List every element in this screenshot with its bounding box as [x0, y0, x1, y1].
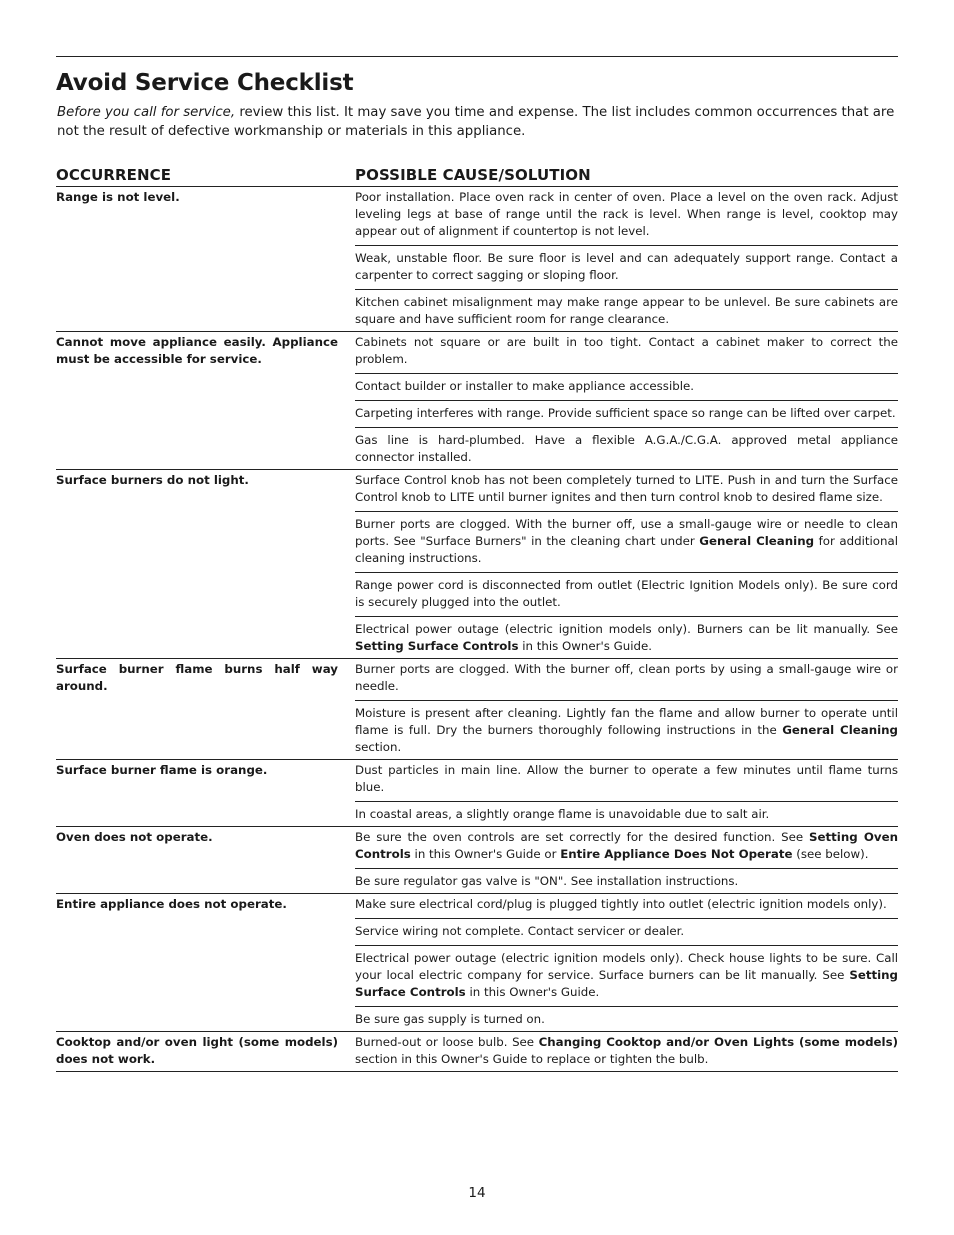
- solution-item: [355, 921, 898, 946]
- solution-text: Be sure gas supply is turned on.: [355, 1012, 545, 1026]
- solution-emphasis: General Cleaning: [782, 723, 898, 737]
- solution-text: Gas line is hard-plumbed. Have a flexible A.G.A./C.G.A. approved metal appliance connector installed.: [355, 433, 898, 464]
- solution-item: [355, 248, 898, 290]
- solution-text: Electrical power outage (electric ignition models only). Burners can be lit manually. See: [355, 622, 898, 636]
- occurrence-cell: Cooktop and/or oven light (some models) does not work.: [56, 1035, 338, 1066]
- solutions-cell: [355, 894, 898, 1031]
- solution-item: [355, 332, 898, 374]
- solutions-cell: [355, 760, 898, 826]
- solution-item: [355, 470, 898, 512]
- occurrence-cell: Surface burners do not light.: [56, 473, 249, 487]
- solution-text: section.: [355, 740, 402, 754]
- intro-paragraph: [57, 103, 899, 141]
- solution-item: [355, 804, 898, 826]
- solution-text: Dust particles in main line. Allow the burner to operate a few minutes until flame turns blue.: [355, 763, 898, 794]
- solution-text: Make sure electrical cord/plug is plugged tightly into outlet (electric ignition models only).: [355, 897, 887, 911]
- solution-emphasis: Setting Surface Controls: [355, 968, 898, 999]
- occurrence-cell: Surface burner flame burns half way around.: [56, 662, 338, 693]
- table-row: [56, 827, 898, 894]
- checklist-table: [56, 187, 898, 1072]
- table-row: [56, 470, 898, 659]
- solution-text: Contact builder or installer to make appliance accessible.: [355, 379, 694, 393]
- table-row: [56, 1032, 898, 1072]
- solution-item: [355, 575, 898, 617]
- solution-text: Burner ports are clogged. With the burner off, use a small-gauge wire or needle to clean ports. See "Surface Burners" in the cleaning chart under: [355, 517, 898, 548]
- solution-emphasis: Entire Appliance Does Not Operate: [560, 847, 793, 861]
- solutions-cell: [355, 1032, 898, 1071]
- solutions-cell: [355, 827, 898, 893]
- solution-emphasis: Changing Cooktop and/or Oven Lights (some models): [538, 1035, 898, 1049]
- solution-text: Weak, unstable floor. Be sure floor is level and can adequately support range. Contact a carpenter to correct sagging or sloping floor.: [355, 251, 898, 282]
- solution-text: Cabinets not square or are built in too tight. Contact a cabinet maker to correct the problem.: [355, 335, 898, 366]
- solution-text: Be sure regulator gas valve is "ON". See installation instructions.: [355, 874, 739, 888]
- table-row: [56, 187, 898, 332]
- solution-text: Be sure the oven controls are set correctly for the desired function. See: [355, 830, 809, 844]
- table-row: [56, 894, 898, 1032]
- solutions-cell: [355, 332, 898, 469]
- solution-text: Moisture is present after cleaning. Lightly fan the flame and allow burner to operate until flame is full. Dry the burners thoroughly following instructions in the: [355, 706, 898, 737]
- solution-text: in this Owner's Guide.: [518, 639, 653, 653]
- solution-text: for additional cleaning instructions.: [355, 534, 898, 565]
- solution-text: Burner ports are clogged. With the burner off, clean ports by using a small-gauge wire or needle.: [355, 662, 898, 693]
- solution-item: [355, 187, 898, 246]
- solution-text: Electrical power outage (electric ignition models only). Check house lights to be sure. Call your local electric company for service. Surface burners can be lit manually. See: [355, 951, 898, 982]
- solution-text: Carpeting interferes with range. Provide sufficient space so range can be lifted over carpet.: [355, 406, 896, 420]
- solution-text: in this Owner's Guide or: [410, 847, 561, 861]
- solution-text: Range power cord is disconnected from outlet (Electric Ignition Models only). Be sure cord is securely plugged into the outlet.: [355, 578, 898, 609]
- page-title: Avoid Service Checklist: [56, 70, 354, 96]
- occurrence-cell: Cannot move appliance easily. Appliance must be accessible for service.: [56, 335, 338, 366]
- solution-text: Poor installation. Place oven rack in center of oven. Place a level on the oven rack. Adjust leveling legs at base of range until the rack is level. When range is level, cooktop may appear out of alignment if countertop is not level.: [355, 190, 898, 238]
- solution-emphasis: Setting Surface Controls: [355, 639, 519, 653]
- solution-item: [355, 1032, 898, 1071]
- intro-text: review this list. It may save you time and expense. The list includes common occurrences that are not the result of defective workmanship or materials in this appliance.: [57, 105, 895, 139]
- solution-item: [355, 403, 898, 428]
- solution-item: [355, 871, 898, 893]
- solution-text: Surface Control knob has not been completely turned to LITE. Push in and turn the Surface Control knob to LITE until burner ignites and then turn control knob to desired flame size.: [355, 473, 898, 504]
- solutions-cell: [355, 470, 898, 658]
- solution-item: [355, 659, 898, 701]
- solutions-cell: [355, 659, 898, 759]
- solution-item: [355, 760, 898, 802]
- occurrence-cell: Oven does not operate.: [56, 830, 213, 844]
- occurrence-cell: Range is not level.: [56, 190, 180, 204]
- solution-text: in this Owner's Guide.: [465, 985, 600, 999]
- solution-text: Kitchen cabinet misalignment may make range appear to be unlevel. Be sure cabinets are square and have sufficient room for range clearance.: [355, 295, 898, 326]
- solution-text: In coastal areas, a slightly orange flame is unavoidable due to salt air.: [355, 807, 770, 821]
- solution-item: [355, 827, 898, 869]
- solution-text: (see below).: [792, 847, 869, 861]
- solution-emphasis: General Cleaning: [699, 534, 815, 548]
- solutions-cell: [355, 187, 898, 331]
- solution-text: Burned-out or loose bulb. See: [355, 1035, 539, 1049]
- solution-item: [355, 894, 898, 919]
- solution-item: [355, 514, 898, 573]
- solution-item: [355, 1009, 898, 1031]
- solution-text: section in this Owner's Guide to replace or tighten the bulb.: [355, 1052, 709, 1066]
- top-rule: [56, 56, 898, 57]
- solution-item: [355, 948, 898, 1007]
- solution-item: [355, 430, 898, 469]
- table-row: [56, 332, 898, 470]
- solution-text: Service wiring not complete. Contact servicer or dealer.: [355, 924, 685, 938]
- solution-item: [355, 292, 898, 331]
- table-row: [56, 659, 898, 760]
- page-number: 14: [468, 1185, 486, 1201]
- table-header: [56, 166, 898, 187]
- occurrence-cell: Surface burner flame is orange.: [56, 763, 268, 777]
- solution-item: [355, 376, 898, 401]
- intro-lead: Before you call for service,: [57, 105, 236, 120]
- solution-item: [355, 703, 898, 759]
- occurrence-header: OCCURRENCE: [56, 166, 172, 184]
- solution-item: [355, 619, 898, 658]
- occurrence-cell: Entire appliance does not operate.: [56, 897, 287, 911]
- table-row: [56, 760, 898, 827]
- solution-header: POSSIBLE CAUSE/SOLUTION: [355, 166, 591, 184]
- solution-emphasis: Setting Oven Controls: [355, 830, 898, 861]
